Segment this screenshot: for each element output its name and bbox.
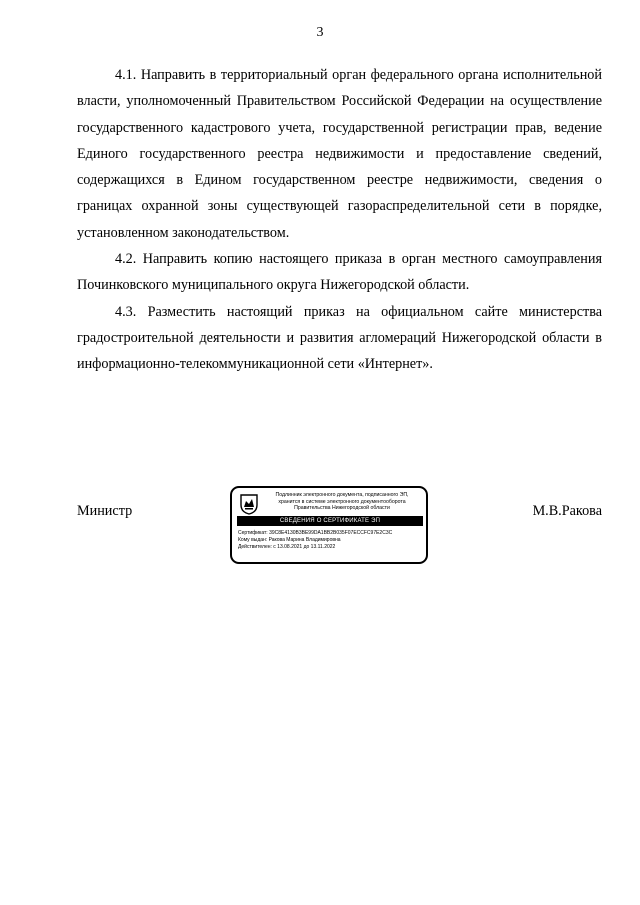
stamp-title-bar: СВЕДЕНИЯ О СЕРТИФИКАТЕ ЭП: [237, 516, 423, 526]
signature-block: [77, 486, 602, 570]
paragraph-4-3: 4.3. Разместить настоящий приказ на официальном сайте министерства градостроительной деятельности и развития агломераций Нижегородской области в информационно-телекоммуникационной сети «Интернет».: [77, 303, 602, 373]
certificate-number: Сертификат: 39C8E4130B3BE99DA1BB2B035F07ECCFC97E2C3C: [238, 530, 393, 536]
certificate-validity: Действителен: с 13.08.2021 до 13.11.2022: [238, 544, 336, 550]
document-body: [77, 62, 602, 378]
stamp-header-line: Правительства Нижегородской области: [294, 505, 390, 512]
stamp-header: [258, 492, 426, 512]
electronic-signature-stamp: [230, 486, 428, 564]
certificate-details: [238, 530, 424, 551]
stamp-header-line: хранится в системе электронного документооборота: [278, 498, 406, 505]
page-number: 3: [316, 25, 324, 40]
certificate-owner: Кому выдан: Ракова Марина Владимировна: [238, 537, 341, 543]
coat-of-arms-icon: [238, 493, 260, 515]
signer-name: М.В.Ракова: [532, 503, 602, 519]
stamp-header-line: Подлинник электронного документа, подписанного ЭП,: [275, 492, 409, 498]
signer-position: Министр: [77, 503, 133, 519]
paragraph-4-1: 4.1. Направить в территориальный орган федерального органа исполнительной власти, уполномоченный Правительством Российской Федерации на осуществление государственного кадастрового учета, государственной регистрации прав, ведение Единого государственного реестра недвижимости и предоставление сведений, содержащихся в Едином государственном реестре недвижимости, сведения о границах охранной зоны существующей газораспределительной сети в порядке, установленном законодательством.: [77, 67, 602, 241]
paragraph-4-2: 4.2. Направить копию настоящего приказа в орган местного самоуправления Починковского муниципального округа Нижегородской области.: [77, 251, 602, 294]
